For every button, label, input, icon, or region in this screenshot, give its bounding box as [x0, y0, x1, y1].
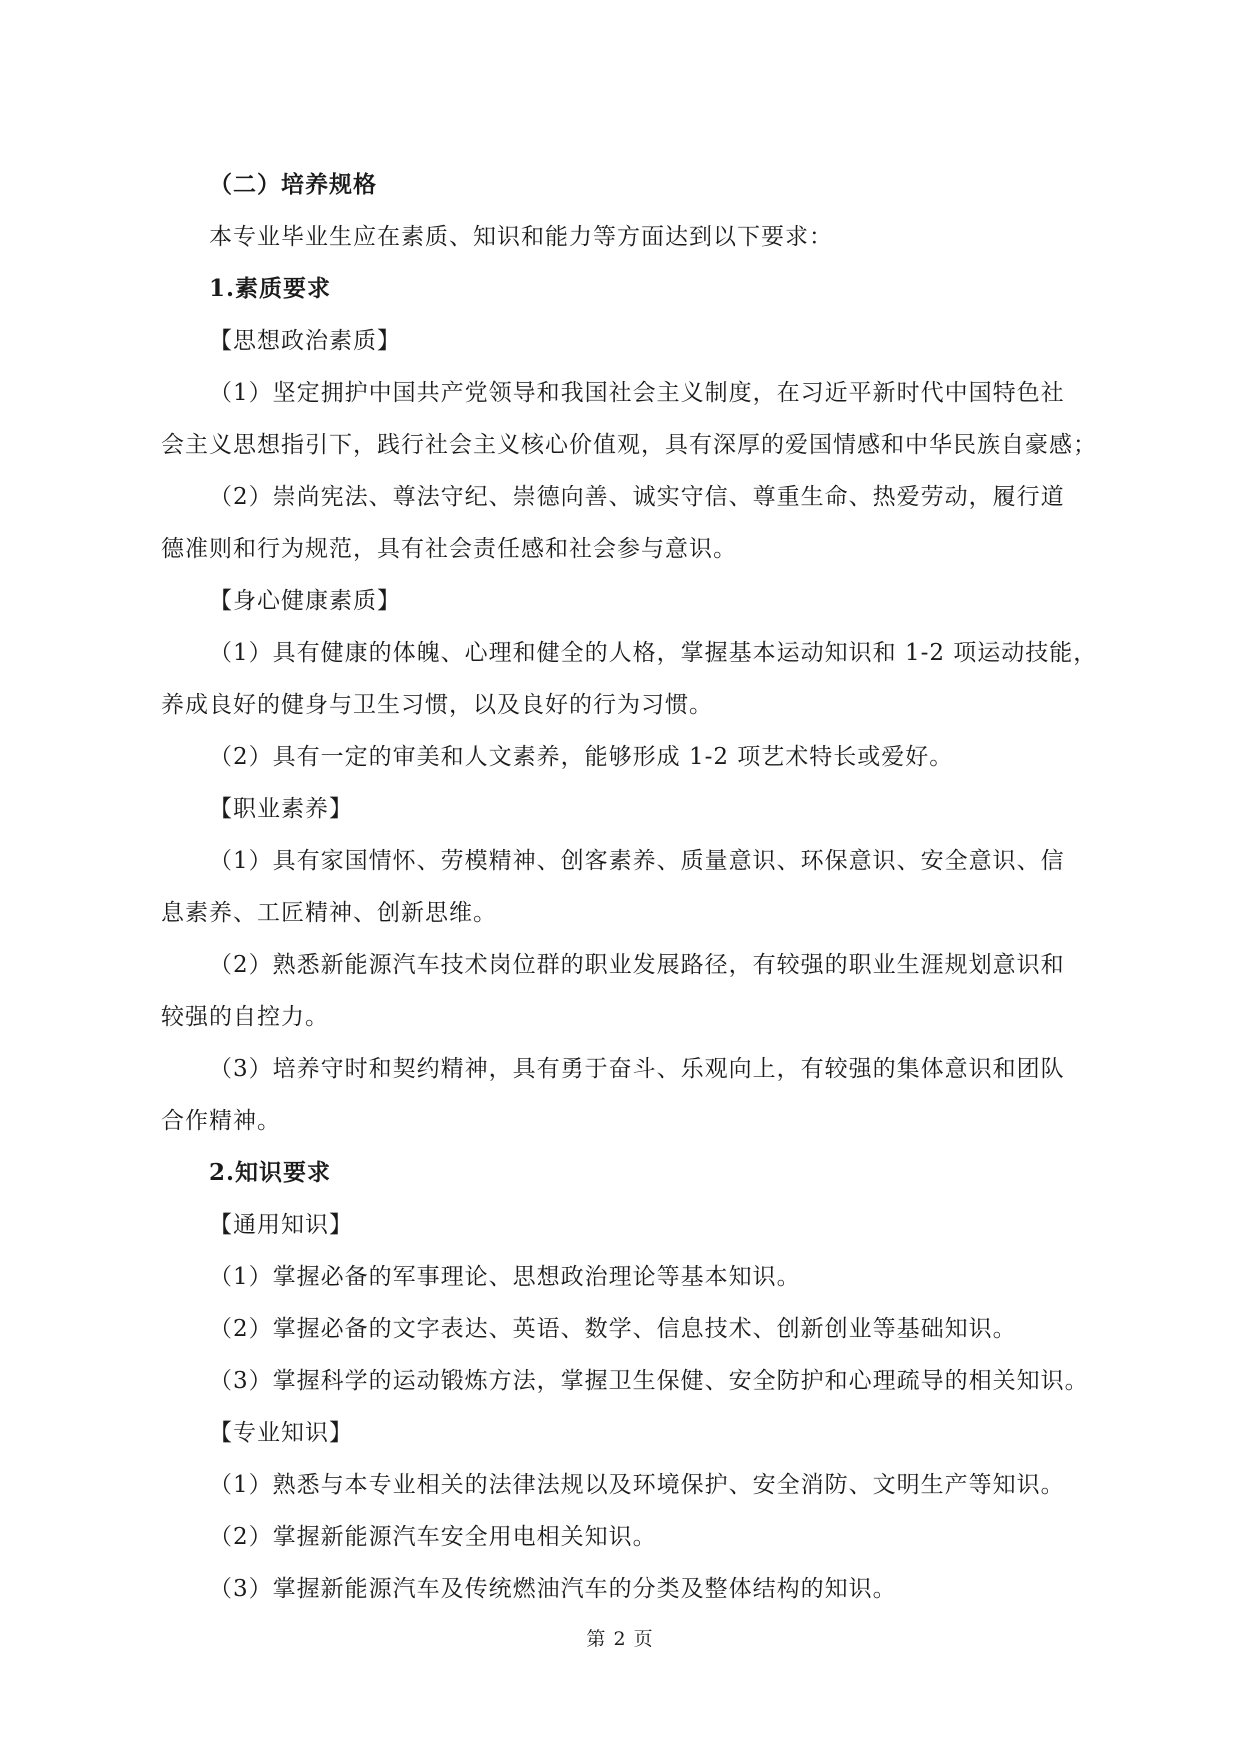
- health-item-1-line-1: （1）具有健康的体魄、心理和健全的人格，掌握基本运动知识和 1-2 项运动技能，: [209, 640, 1098, 666]
- health-item-2: （2）具有一定的审美和人文素养，能够形成 1-2 项艺术特长或爱好。: [209, 744, 954, 770]
- specialty-knowledge-label: 【专业知识】: [209, 1420, 353, 1446]
- professional-item-1-line-1: （1）具有家国情怀、劳模精神、创客素养、质量意识、环保意识、安全意识、信: [209, 848, 1065, 874]
- professional-item-2-line-2: 较强的自控力。: [161, 1004, 329, 1030]
- quality-heading: 1.素质要求: [209, 275, 332, 302]
- health-label: 【身心健康素质】: [209, 588, 401, 614]
- professional-item-1-line-2: 息素养、工匠精神、创新思维。: [161, 900, 497, 926]
- general-knowledge-item-2: （2）掌握必备的文字表达、英语、数学、信息技术、创新创业等基础知识。: [209, 1316, 1017, 1342]
- general-knowledge-item-3: （3）掌握科学的运动锻炼方法，掌握卫生保健、安全防护和心理疏导的相关知识。: [209, 1368, 1089, 1394]
- intro-paragraph: 本专业毕业生应在素质、知识和能力等方面达到以下要求：: [209, 224, 833, 250]
- specialty-knowledge-item-2: （2）掌握新能源汽车安全用电相关知识。: [209, 1524, 657, 1550]
- ideology-label: 【思想政治素质】: [209, 328, 401, 354]
- ideology-item-1-line-2: 会主义思想指引下，践行社会主义核心价值观，具有深厚的爱国情感和中华民族自豪感；: [161, 432, 1097, 458]
- general-knowledge-label: 【通用知识】: [209, 1212, 353, 1238]
- specialty-knowledge-item-1: （1）熟悉与本专业相关的法律法规以及环境保护、安全消防、文明生产等知识。: [209, 1472, 1065, 1498]
- professional-item-3-line-1: （3）培养守时和契约精神，具有勇于奋斗、乐观向上，有较强的集体意识和团队: [209, 1056, 1065, 1082]
- document-body: [161, 168, 1098, 1606]
- ideology-item-2-line-2: 德准则和行为规范，具有社会责任感和社会参与意识。: [161, 536, 737, 562]
- professional-label: 【职业素养】: [209, 796, 353, 822]
- health-item-1-line-2: 养成良好的健身与卫生习惯，以及良好的行为习惯。: [161, 692, 713, 718]
- page-number-footer: 第 2 页: [586, 1628, 654, 1650]
- general-knowledge-item-1: （1）掌握必备的军事理论、思想政治理论等基本知识。: [209, 1264, 801, 1290]
- ideology-item-2-line-1: （2）崇尚宪法、尊法守纪、崇德向善、诚实守信、尊重生命、热爱劳动，履行道: [209, 484, 1065, 510]
- ideology-item-1-line-1: （1）坚定拥护中国共产党领导和我国社会主义制度，在习近平新时代中国特色社: [209, 380, 1065, 406]
- specialty-knowledge-item-3: （3）掌握新能源汽车及传统燃油汽车的分类及整体结构的知识。: [209, 1576, 897, 1602]
- professional-item-2-line-1: （2）熟悉新能源汽车技术岗位群的职业发展路径，有较强的职业生涯规划意识和: [209, 952, 1065, 978]
- knowledge-heading: 2.知识要求: [209, 1159, 332, 1186]
- professional-item-3-line-2: 合作精神。: [161, 1108, 281, 1134]
- section-title: （二）培养规格: [209, 171, 377, 198]
